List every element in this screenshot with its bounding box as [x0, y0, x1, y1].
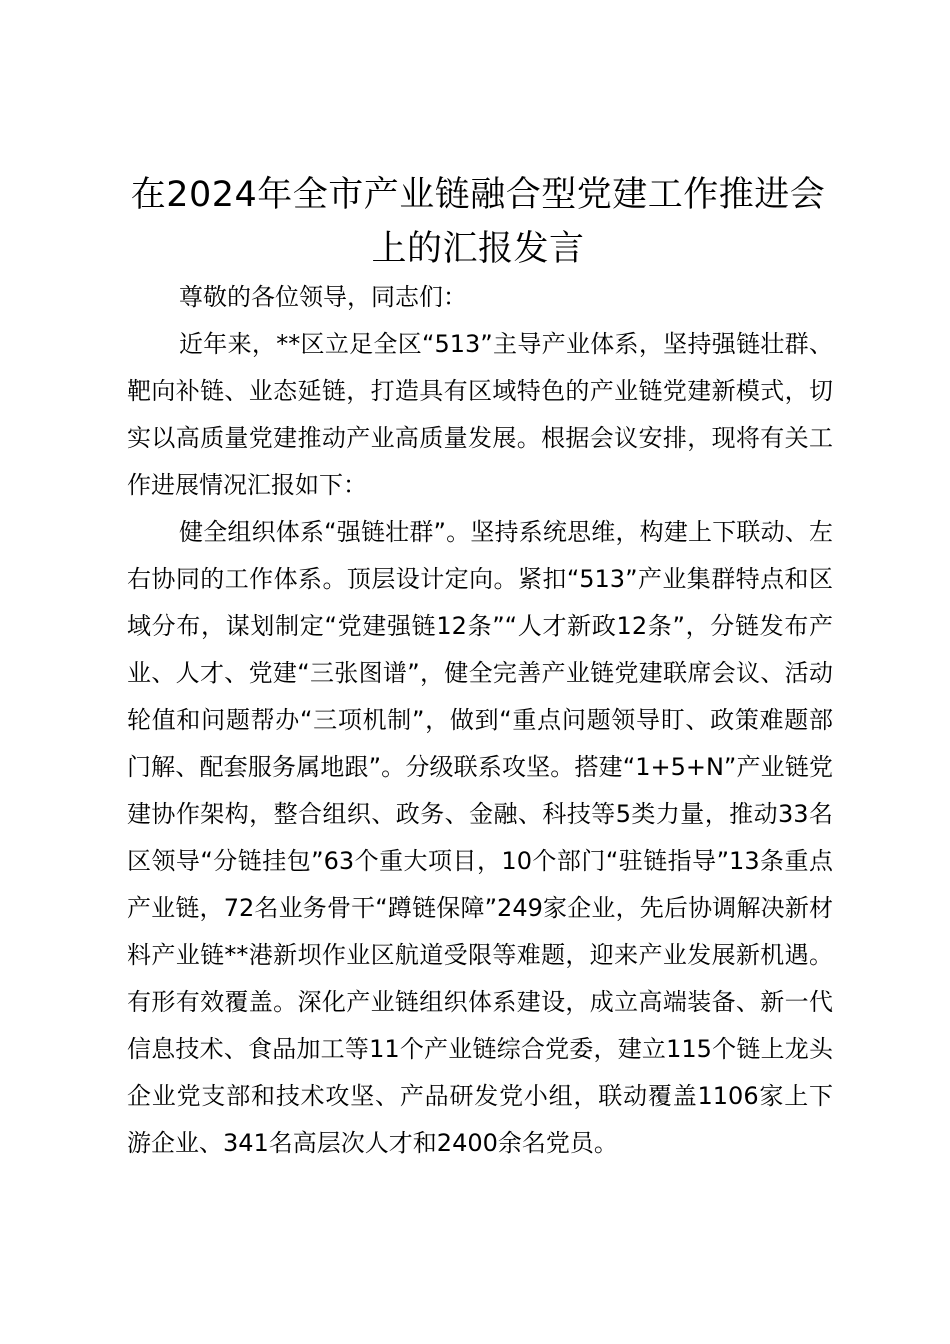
salutation: 尊敬的各位领导，同志们： [179, 283, 467, 311]
paragraph-intro: 近年来，**区立足全区“513”主导产业体系，坚持强链壮群、靶向补链、业态延链，打造具有区域特色的产业链党建新模式，切实以高质量党建推动产业高质量发展。根据会议安排，现将有关工作进展情况汇报如下： [127, 330, 833, 499]
document-body [127, 274, 833, 1167]
paragraph-organization-system: 健全组织体系“强链壮群”。坚持系统思维，构建上下联动、左右协同的工作体系。顶层设计定向。紧扣“513”产业集群特点和区域分布，谋划制定“党建强链12条”“人才新政12条”，分链发布产业、人才、党建“三张图谱”，健全完善产业链党建联席会议、活动轮值和问题帮办“三项机制”，做到“重点问题领导盯、政策难题部门解、配套服务属地跟”。分级联系攻坚。搭建“1+5+N”产业链党建协作架构，整合组织、政务、金融、科技等5类力量，推动33名区领导“分链挂包”63个重大项目，10个部门“驻链指导”13条重点产业链，72名业务骨干“蹲链保障”249家企业，先后协调解决新材料产业链**港新坝作业区航道受限等难题，迎来产业发展新机遇。有形有效覆盖。深化产业链组织体系建设，成立高端装备、新一代信息技术、食品加工等11个产业链综合党委，建立115个链上龙头企业党支部和技术攻坚、产品研发党小组，联动覆盖1106家上下游企业、341名高层次人才和2400余名党员。 [127, 518, 833, 1157]
document-title: 在2024年全市产业链融合型党建工作推进会上的汇报发言 [130, 175, 826, 269]
